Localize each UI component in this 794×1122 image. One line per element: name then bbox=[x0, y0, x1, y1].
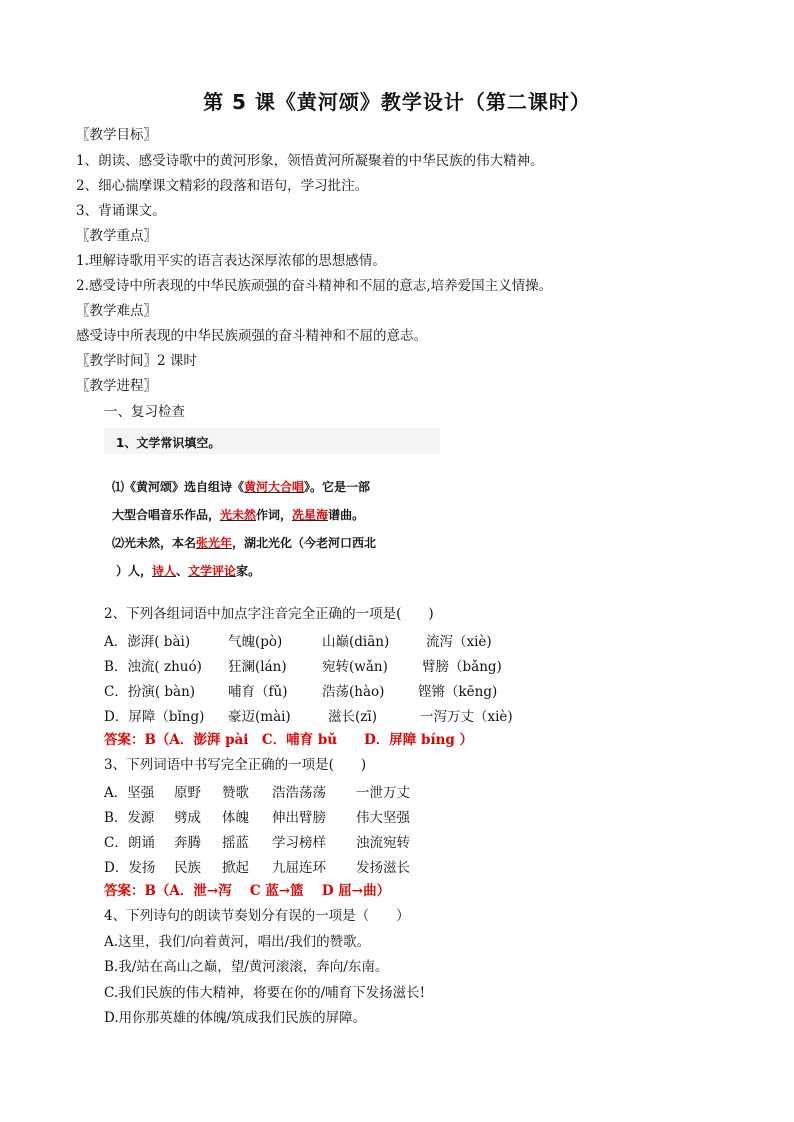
q2-answer: 答案：B（A．澎湃 pài C．哺育 bǔ D．屏障 bíng ） bbox=[104, 732, 474, 748]
q2-option-d: D．屏障（bǐng) 豪迈(mài) 滋长(zī) 一泻万丈（xiè) bbox=[104, 709, 513, 725]
page-title: 第 5 课《黄河颂》教学设计（第二课时） bbox=[203, 90, 591, 114]
q2-stem: 2、下列各组词语中加点字注音完全正确的一项是( ) bbox=[104, 606, 434, 622]
review-heading: 一、复习检查 bbox=[104, 404, 185, 420]
fill-huanghe-dahechang: 黄河大合唱 bbox=[244, 480, 305, 494]
q3-option-a: A．坚强 原野 赞歌 浩浩荡荡 一泄万丈 bbox=[104, 785, 410, 801]
focus-1: 1.理解诗歌用平实的语言表达深厚浓郁的思想感情。 bbox=[76, 253, 386, 269]
fill-poet: 诗人 bbox=[152, 564, 177, 578]
image-heading: 1、文学常识填空。 bbox=[116, 436, 221, 450]
fill-guang-weiran: 光未然 bbox=[220, 508, 257, 522]
focus-heading: 〖教学重点〗 bbox=[76, 228, 157, 244]
goals-heading: 〖教学目标〗 bbox=[76, 127, 157, 143]
q3-option-c: C．朗诵 奔腾 摇蓝 学习榜样 浊流宛转 bbox=[104, 835, 410, 851]
q2-option-a: A．澎湃( bài) 气魄(pò) 山巅(diān) 流泻（xiè) bbox=[104, 634, 492, 650]
q2-option-c: C．扮演( bàn) 哺育（fǔ) 浩荡(hào) 铿锵（kēng) bbox=[104, 684, 498, 700]
q3-answer: 答案：B（A．泄→泻 C 蓝→篮 D 屈→曲） bbox=[104, 883, 391, 899]
image-line-1: ⑴《黄河颂》选自组诗《黄河大合唱》。它是一部 bbox=[112, 480, 371, 494]
goal-2: 2、细心揣摩课文精彩的段落和语句，学习批注。 bbox=[76, 178, 369, 194]
q4-stem: 4、下列诗句的朗读节奏划分有误的一项是（ ） bbox=[104, 908, 410, 924]
goal-1: 1、朗读、感受诗歌中的黄河形象，领悟黄河所凝聚着的中华民族的伟大精神。 bbox=[76, 153, 544, 169]
image-line-4: ）人，诗人、文学评论家。 bbox=[116, 564, 261, 578]
q3-option-b: B．发源 劈成 体魄 伸出臂膀 伟大坚强 bbox=[104, 810, 410, 826]
q4-option-c: C.我们民族的伟大精神，将要在你的/哺育下发扬滋长! bbox=[104, 985, 426, 1001]
process-heading: 〖教学进程〗 bbox=[76, 378, 157, 394]
difficulty-heading: 〖教学难点〗 bbox=[76, 303, 157, 319]
fill-literary-critic: 文学评论 bbox=[188, 564, 237, 578]
fill-xian-xinghai: 冼星海 bbox=[292, 508, 329, 522]
focus-2: 2.感受诗中所表现的中华民族顽强的奋斗精神和不屈的意志,培养爱国主义情操。 bbox=[76, 278, 553, 294]
q4-option-d: D.用你那英雄的体魄/筑成我们民族的屏障。 bbox=[104, 1010, 367, 1026]
q4-option-b: B.我/站在高山之巅，望/黄河滚滚，奔向/东南。 bbox=[104, 959, 389, 975]
fill-zhang-guangnian: 张光年 bbox=[196, 536, 233, 550]
literary-knowledge-image bbox=[104, 428, 440, 588]
goal-3: 3、背诵课文。 bbox=[76, 203, 166, 219]
teaching-time: 〖教学时间〗2 课时 bbox=[76, 353, 197, 369]
q2-option-b: B．浊流( zhuó) 狂澜(lán) 宛转(wǎn) 臂膀（bǎng) bbox=[104, 659, 502, 675]
image-line-3: ⑵光未然，本名张光年，湖北光化（今老河口西北 bbox=[112, 536, 377, 550]
difficulty-1: 感受诗中所表现的中华民族顽强的奋斗精神和不屈的意志。 bbox=[76, 328, 427, 344]
q4-option-a: A.这里，我们/向着黄河，唱出/我们的赞歌。 bbox=[104, 934, 371, 950]
q3-option-d: D．发扬 民族 掀起 九屈连环 发扬滋长 bbox=[104, 860, 410, 876]
q3-stem: 3、下列词语中书写完全正确的一项是( ) bbox=[104, 757, 367, 773]
image-line-2: 大型合唱音乐作品，光未然作词，冼星海谱曲。 bbox=[112, 508, 365, 522]
